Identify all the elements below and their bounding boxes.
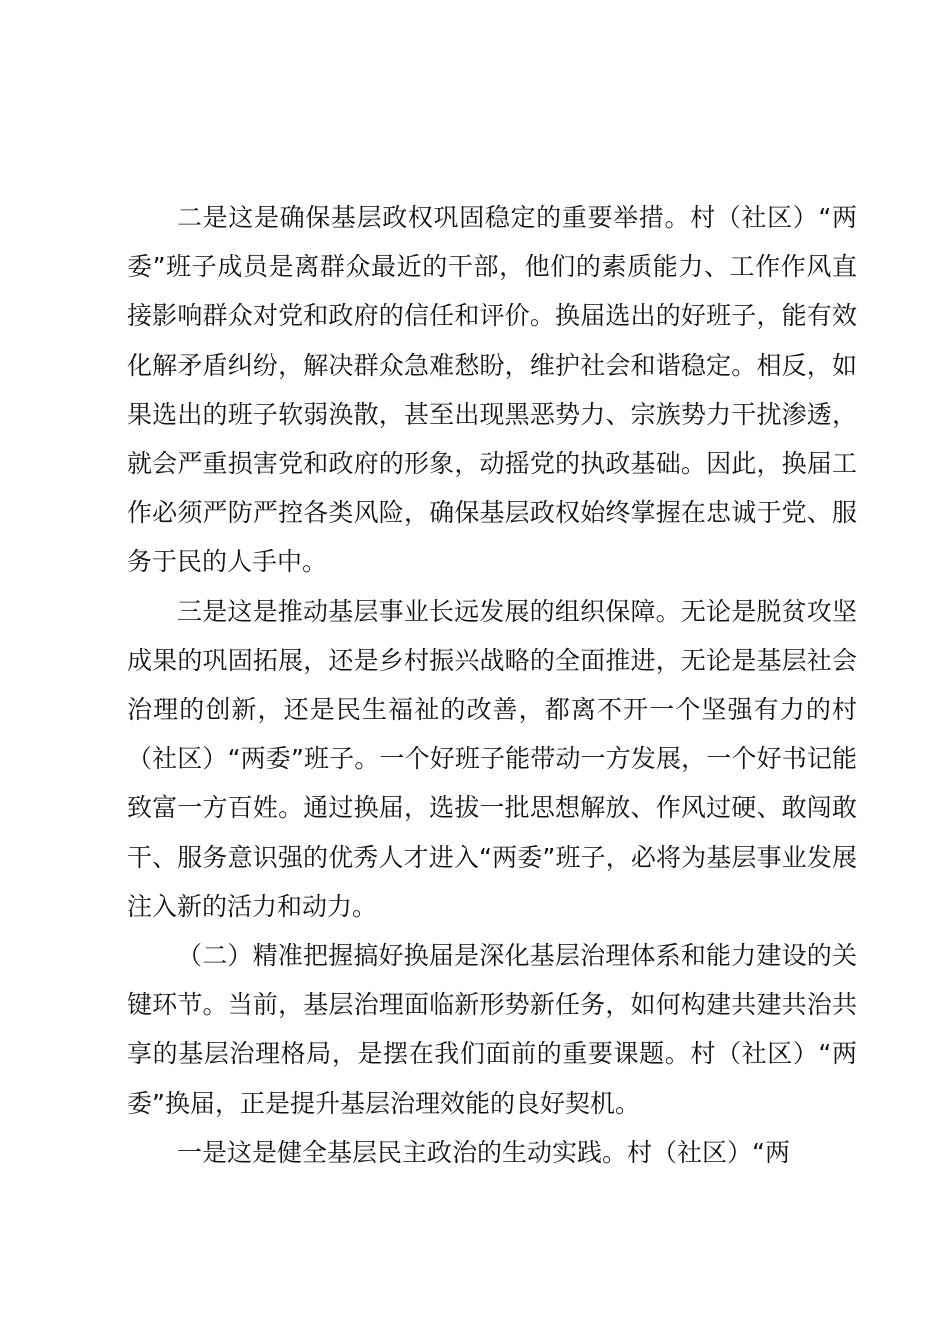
document-body [127, 193, 857, 1177]
paragraph-stability: 二是这是确保基层政权巩固稳定的重要举措。村（社区）“两委”班子成员是离群众最近的干部，他们的素质能力、工作作风直接影响群众对党和政府的信任和评价。换届选出的好班子，能有效化解矛盾纠纷，解决群众急难愁盼，维护社会和谐稳定。相反，如果选出的班子软弱涣散，甚至出现黑恶势力、宗族势力干扰渗透，就会严重损害党和政府的形象，动摇党的执政基础。因此，换届工作必须严防严控各类风险，确保基层政权始终掌握在忠诚于党、服务于民的人手中。 [127, 203, 857, 577]
paragraph-democracy: 一是这是健全基层民主政治的生动实践。村（社区）“两 [177, 1137, 790, 1167]
paragraph-governance-heading: （二）精准把握搞好换届是深化基层治理体系和能力建设的关键环节。当前，基层治理面临新形势新任务，如何构建共建共治共享的基层治理格局，是摆在我们面前的重要课题。村（社区）“两委”换届，正是提升基层治理效能的良好契机。 [127, 941, 857, 1118]
paragraph-development: 三是这是推动基层事业长远发展的组织保障。无论是脱贫攻坚成果的巩固拓展，还是乡村振兴战略的全面推进，无论是基层社会治理的创新，还是民生福祉的改善，都离不开一个坚强有力的村（社区）“两委”班子。一个好班子能带动一方发展，一个好书记能致富一方百姓。通过换届，选拔一批思想解放、作风过硬、敢闯敢干、服务意识强的优秀人才进入“两委”班子，必将为基层事业发展注入新的活力和动力。 [127, 596, 857, 921]
